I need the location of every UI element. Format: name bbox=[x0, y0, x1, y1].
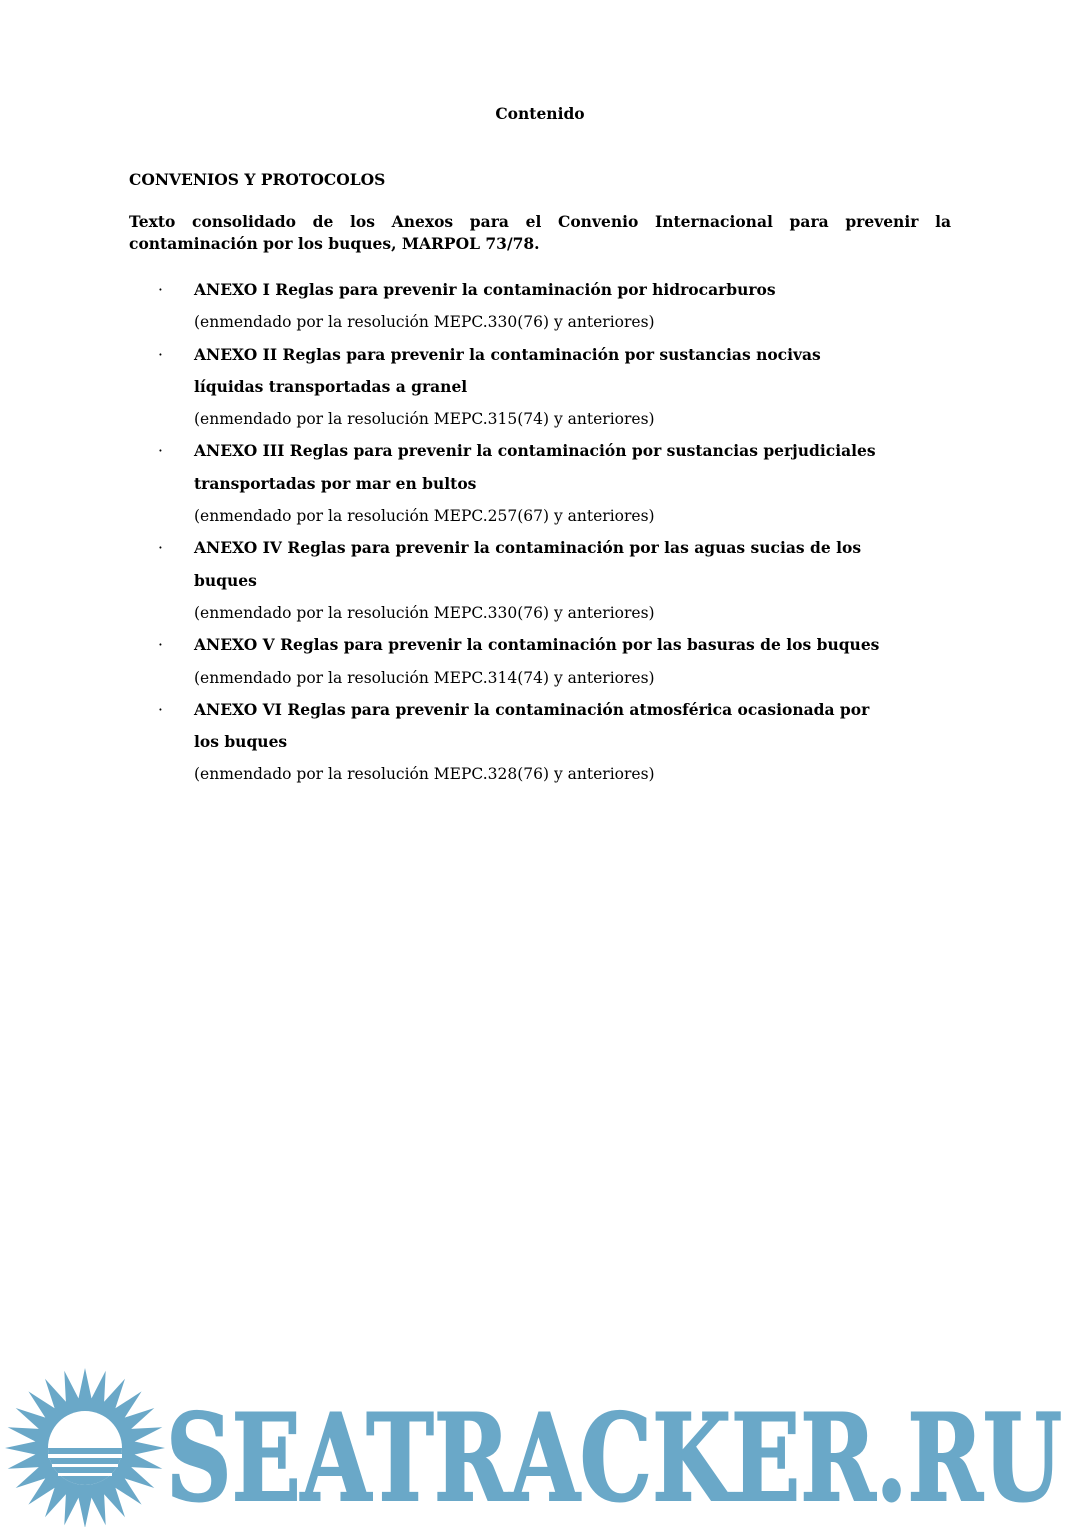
annex-amendment-note: (enmendado por la resolución MEPC.314(74) y anteriores) bbox=[194, 668, 655, 687]
annex-item-5 bbox=[129, 629, 951, 694]
annex-item-4 bbox=[129, 532, 951, 629]
bullet-icon: · bbox=[158, 281, 163, 299]
annex-item-6 bbox=[129, 694, 951, 791]
intro-paragraph: Texto consolidado de los Anexos para el Convenio Internacional para prevenir la contaminación por los buques, MARPOL 73/78. bbox=[129, 212, 951, 253]
annex-title: ANEXO I Reglas para prevenir la contaminación por hidrocarburos bbox=[194, 280, 776, 299]
annex-item-2 bbox=[129, 339, 951, 436]
annex-amendment-note: (enmendado por la resolución MEPC.257(67) y anteriores) bbox=[194, 507, 655, 526]
bullet-icon: · bbox=[158, 539, 163, 558]
bullet-icon: · bbox=[158, 700, 163, 719]
bullet-icon: · bbox=[158, 636, 163, 655]
annex-title: ANEXO II Reglas para prevenir la contaminación por sustancias nocivas líquidas transportadas a granel bbox=[194, 344, 821, 396]
section-heading: CONVENIOS Y PROTOCOLOS bbox=[129, 170, 386, 189]
annex-item-1 bbox=[129, 274, 951, 339]
watermark bbox=[0, 1368, 1080, 1527]
bullet-icon: · bbox=[158, 442, 163, 461]
annex-title: ANEXO V Reglas para prevenir la contaminación por las basuras de los buques bbox=[194, 635, 880, 655]
annex-title: ANEXO III Reglas para prevenir la contaminación por sustancias perjudiciales transportadas por mar en bultos bbox=[194, 441, 876, 493]
bullet-icon: · bbox=[158, 345, 163, 364]
annex-item-3 bbox=[129, 435, 951, 532]
sun-over-water-logo-icon bbox=[5, 1368, 165, 1527]
page-title: Contenido bbox=[495, 104, 585, 123]
annex-amendment-note: (enmendado por la resolución MEPC.328(76) y anteriores) bbox=[194, 765, 655, 784]
annex-list bbox=[129, 274, 951, 791]
annex-title: ANEXO VI Reglas para prevenir la contaminación atmosférica ocasionada por los buques bbox=[194, 699, 870, 752]
annex-title: ANEXO IV Reglas para prevenir la contaminación por las aguas sucias de los buques bbox=[194, 538, 862, 590]
watermark-text: SEATRACKER.RU bbox=[166, 1388, 1062, 1527]
annex-amendment-note: (enmendado por la resolución MEPC.315(74) y anteriores) bbox=[194, 410, 655, 429]
annex-amendment-note: (enmendado por la resolución MEPC.330(76) y anteriores) bbox=[194, 603, 655, 622]
annex-amendment-note: (enmendado por la resolución MEPC.330(76) y anteriores) bbox=[194, 313, 655, 332]
